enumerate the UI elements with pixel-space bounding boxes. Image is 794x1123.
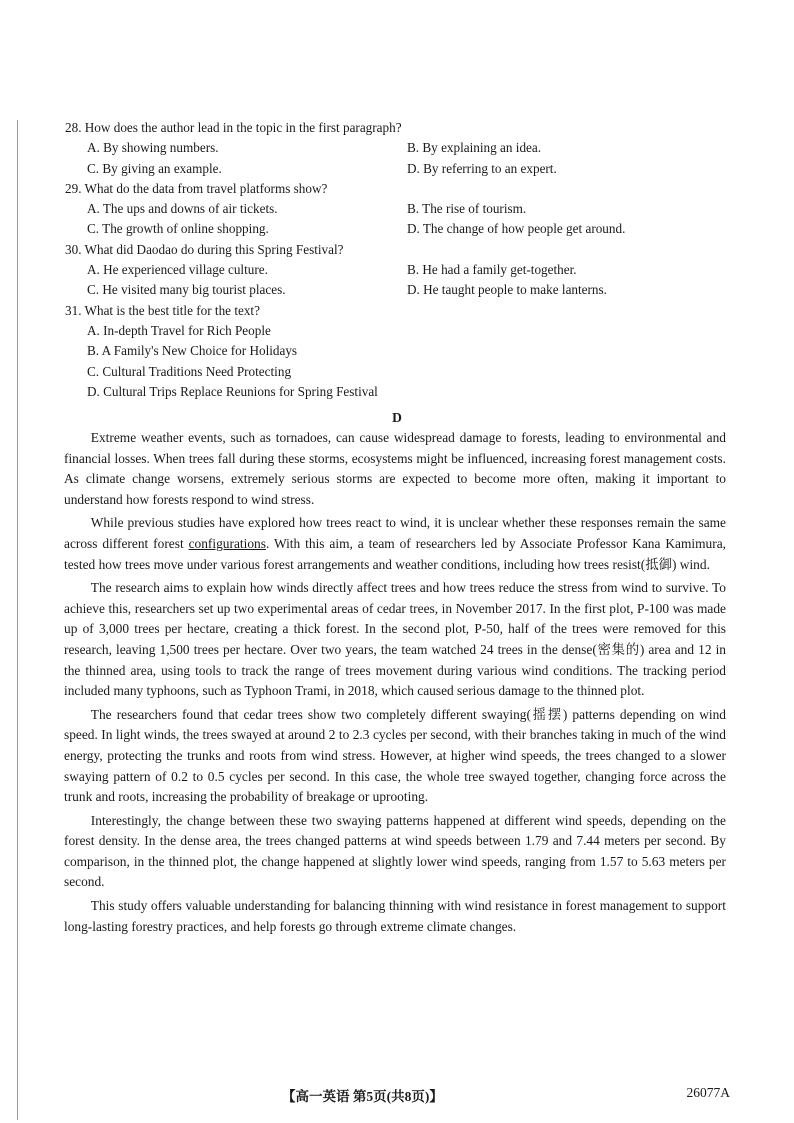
option: D. He taught people to make lanterns. (407, 282, 607, 298)
page-footer (0, 1085, 794, 1107)
question-28-options-row-1 (65, 138, 745, 158)
question-28-options-row-2 (65, 159, 745, 179)
question-30-stem: 30. What did Daodao do during this Spring Festival? (65, 241, 344, 257)
question-29-options-row-2 (65, 219, 745, 239)
option: B. By explaining an idea. (407, 140, 542, 156)
section-title: D (392, 410, 402, 425)
option: B. He had a family get-together. (407, 262, 577, 278)
option: D. Cultural Trips Replace Reunions for Spring Festival (87, 383, 378, 399)
margin-line (17, 120, 18, 1120)
question-30-options-row-1 (65, 260, 745, 280)
paragraph-text: . With this aim, a team of researchers led by Associate Professor Kana Kamimura, tested how trees move under various forest arrangements and weather conditions, including how trees resist(抵御) wind. (64, 535, 726, 572)
option: C. By giving an example. (87, 160, 222, 176)
option: D. The change of how people get around. (407, 221, 626, 237)
reading-passage (64, 428, 726, 940)
option: C. Cultural Traditions Need Protecting (87, 363, 292, 379)
question-29-stem: 29. What do the data from travel platforms show? (65, 180, 328, 196)
question-29-options-row-1 (65, 199, 745, 219)
question-30-options-row-2 (65, 280, 745, 300)
paragraph: Extreme weather events, such as tornadoes, can cause widespread damage to forests, leading to environmental and financial losses. When trees fall during these storms, ecosystems might be influenced, increasing forest management costs. As climate change worsens, extremely serious storms are expected to become more often, making it important to understand how forests respond to wind stress. (64, 430, 726, 507)
question-31-stem: 31. What is the best title for the text? (65, 302, 260, 318)
option: C. The growth of online shopping. (87, 221, 269, 237)
option: B. A Family's New Choice for Holidays (87, 343, 298, 359)
option: B. The rise of tourism. (407, 201, 527, 217)
paragraph: The research aims to explain how winds directly affect trees and how trees reduce the stress from wind to survive. To achieve this, researchers set up two experimental areas of cedar trees, in November 2017. In the first plot, P-100 was made up of 3,000 trees per hectare, creating a thick forest. In the second plot, P-50, half of the trees were removed for this research, leaving 1,500 trees per hectare. Over two years, the team watched 24 trees in the dense(密集的) area and 12 in the thinned area, using tools to track the range of trees movement during various wind conditions. The tracking period included many typhoons, such as Typhoon Trami, in 2018, which caused serious damage to the thinned plot. (64, 580, 726, 699)
paragraph-text: While previous studies have explored how trees react to wind, it is unclear whether these responses remain the same across different forest (64, 515, 726, 551)
footer-label: 【高一英语 第5页(共8页)】 (282, 1089, 443, 1104)
option: D. By referring to an expert. (407, 160, 557, 176)
option: A. By showing numbers. (87, 140, 219, 156)
option: A. He experienced village culture. (87, 262, 268, 278)
question-block (65, 118, 745, 402)
paragraph (64, 513, 726, 575)
paragraph: Interestingly, the change between these two swaying patterns happened at different wind speeds, depending on the forest density. In the dense area, the trees changed patterns at wind speeds between 1.79 and 7.44 meters per second. By comparison, in the thinned plot, the change happened at slightly lower wind speeds, ranging from 1.57 to 5.63 meters per second. (64, 812, 726, 890)
option: A. The ups and downs of air tickets. (87, 201, 278, 217)
paragraph: This study offers valuable understanding for balancing thinning with wind resistance in forest management to support long-lasting forestry practices, and help forests go through extreme climate changes. (64, 898, 726, 934)
option: A. In-depth Travel for Rich People (87, 322, 271, 338)
option: C. He visited many big tourist places. (87, 282, 286, 298)
underlined-word: configurations (188, 535, 266, 551)
footer-code: 26077A (686, 1085, 730, 1100)
paragraph: The researchers found that cedar trees show two completely different swaying(摇摆) patterns depending on wind speed. In light winds, the trees swayed at around 2 to 2.3 cycles per second, with their branches taking in much of the wind energy, protecting the trunks and roots from wind stress. However, at higher wind speeds, the trees changed to a slower swaying pattern of 0.2 to 0.5 cycles per second. In this case, the whole tree swayed together, changing force across the trunk and roots, increasing the probability of breakage or uprooting. (64, 706, 726, 805)
question-28-stem: 28. How does the author lead in the topic in the first paragraph? (65, 120, 402, 135)
